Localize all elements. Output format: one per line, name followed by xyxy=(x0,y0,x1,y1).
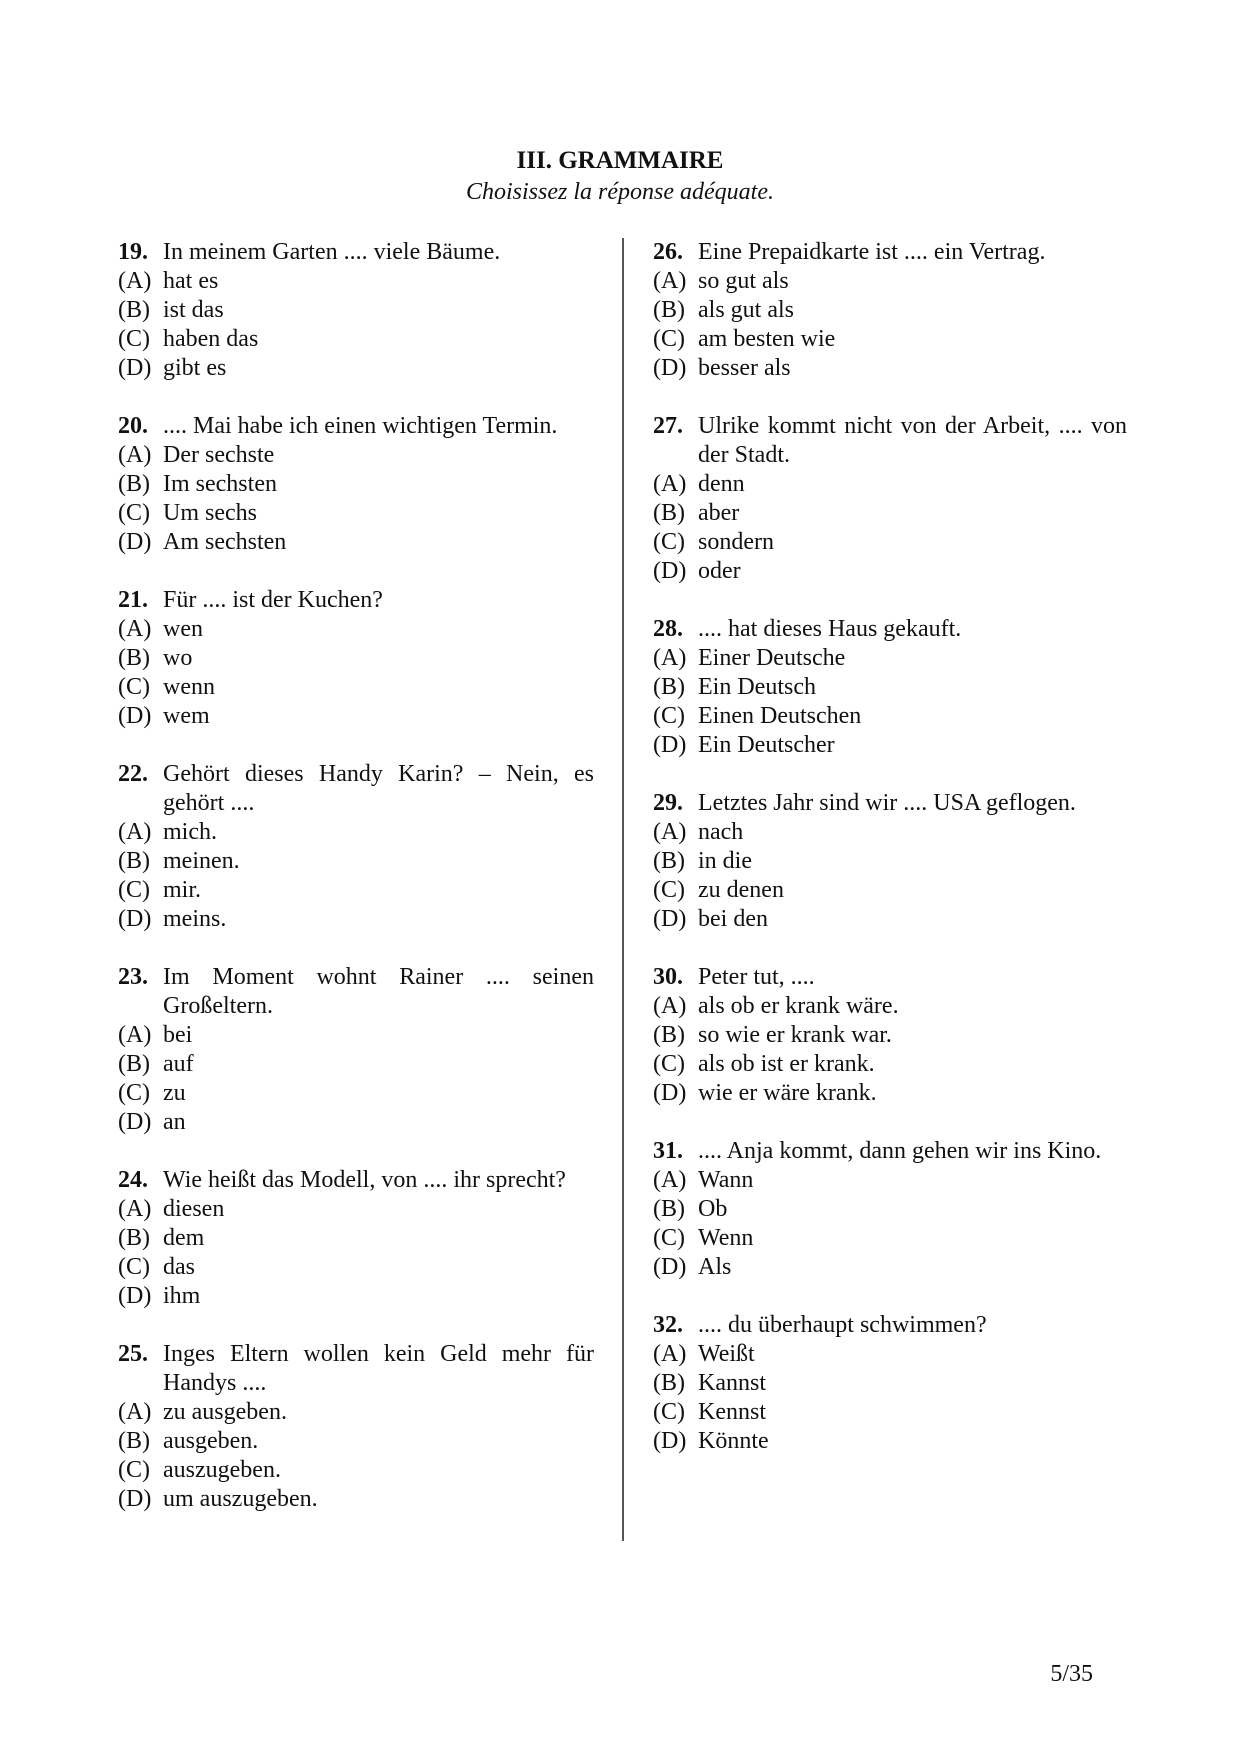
answer-option xyxy=(653,644,1127,673)
option-text: auf xyxy=(163,1051,194,1077)
option-text: um auszugeben. xyxy=(163,1486,318,1512)
option-letter: (A) xyxy=(118,616,152,642)
option-letter: (B) xyxy=(118,471,150,497)
answer-option xyxy=(118,615,594,644)
option-text: als ob er krank wäre. xyxy=(698,993,899,1019)
option-letter: (B) xyxy=(118,645,150,671)
answer-option xyxy=(653,1398,1127,1427)
answer-option xyxy=(118,470,594,499)
answer-option xyxy=(118,1427,594,1456)
question-number: 24. xyxy=(118,1167,148,1193)
option-letter: (C) xyxy=(118,500,150,526)
question-stem xyxy=(653,238,1127,267)
question-26 xyxy=(653,238,1127,383)
option-letter: (A) xyxy=(118,268,152,294)
answer-option xyxy=(118,1398,594,1427)
question-text: Im Moment wohnt Rainer .... seinen Großeltern. xyxy=(163,964,594,1019)
answer-option xyxy=(653,1427,1127,1456)
option-letter: (D) xyxy=(653,558,687,584)
answer-option xyxy=(653,1369,1127,1398)
question-32 xyxy=(653,1311,1127,1456)
answer-option xyxy=(118,1485,594,1514)
option-letter: (B) xyxy=(118,1051,150,1077)
question-29 xyxy=(653,789,1127,934)
option-letter: (C) xyxy=(653,529,685,555)
answer-option xyxy=(118,905,594,934)
question-text: .... hat dieses Haus gekauft. xyxy=(698,616,962,642)
option-letter: (D) xyxy=(118,355,152,381)
option-text: meins. xyxy=(163,906,227,932)
question-24 xyxy=(118,1166,594,1311)
option-letter: (B) xyxy=(653,1196,685,1222)
question-stem xyxy=(653,412,1127,470)
option-text: Wann xyxy=(698,1167,754,1193)
question-23 xyxy=(118,963,594,1137)
option-text: mich. xyxy=(163,819,217,845)
answer-option xyxy=(118,1108,594,1137)
option-text: Wenn xyxy=(698,1225,754,1251)
option-letter: (C) xyxy=(118,326,150,352)
question-text: Peter tut, .... xyxy=(698,964,815,990)
option-letter: (B) xyxy=(653,297,685,323)
option-letter: (B) xyxy=(118,1428,150,1454)
question-31 xyxy=(653,1137,1127,1282)
answer-option xyxy=(118,1224,594,1253)
option-text: ausgeben. xyxy=(163,1428,259,1454)
question-stem xyxy=(118,586,594,615)
option-letter: (C) xyxy=(653,1399,685,1425)
answer-option xyxy=(653,702,1127,731)
answer-option xyxy=(653,267,1127,296)
option-text: so gut als xyxy=(698,268,789,294)
answer-option xyxy=(118,1253,594,1282)
answer-option xyxy=(653,528,1127,557)
option-letter: (C) xyxy=(653,1225,685,1251)
option-letter: (C) xyxy=(653,703,685,729)
question-30 xyxy=(653,963,1127,1108)
question-21 xyxy=(118,586,594,731)
question-stem xyxy=(118,760,594,818)
option-text: Einer Deutsche xyxy=(698,645,846,671)
question-19 xyxy=(118,238,594,383)
answer-option xyxy=(653,499,1127,528)
option-text: an xyxy=(163,1109,186,1135)
question-28 xyxy=(653,615,1127,760)
option-text: als ob ist er krank. xyxy=(698,1051,875,1077)
option-letter: (C) xyxy=(118,1254,150,1280)
answer-option xyxy=(118,499,594,528)
answer-option xyxy=(118,702,594,731)
question-25 xyxy=(118,1340,594,1514)
option-letter: (A) xyxy=(653,1341,687,1367)
option-text: hat es xyxy=(163,268,219,294)
left-column xyxy=(118,238,594,1543)
option-letter: (D) xyxy=(118,1109,152,1135)
section-instruction: Choisissez la réponse adéquate. xyxy=(466,179,774,205)
option-text: Als xyxy=(698,1254,732,1280)
question-number: 31. xyxy=(653,1138,683,1164)
option-text: auszugeben. xyxy=(163,1457,281,1483)
option-text: wo xyxy=(163,645,193,671)
option-text: zu xyxy=(163,1080,186,1106)
answer-option xyxy=(118,1079,594,1108)
option-text: Einen Deutschen xyxy=(698,703,862,729)
option-text: Weißt xyxy=(698,1341,755,1367)
option-text: Ob xyxy=(698,1196,728,1222)
option-text: dem xyxy=(163,1225,205,1251)
question-text: Ulrike kommt nicht von der Arbeit, .... von der Stadt. xyxy=(698,413,1127,468)
option-letter: (A) xyxy=(653,819,687,845)
question-27 xyxy=(653,412,1127,586)
option-letter: (A) xyxy=(118,1196,152,1222)
question-text: Gehört dieses Handy Karin? – Nein, es gehört .... xyxy=(163,761,594,816)
option-text: sondern xyxy=(698,529,774,555)
option-text: Um sechs xyxy=(163,500,257,526)
question-number: 22. xyxy=(118,761,148,787)
answer-option xyxy=(118,818,594,847)
option-letter: (D) xyxy=(118,529,152,555)
answer-option xyxy=(653,1253,1127,1282)
answer-option xyxy=(653,876,1127,905)
option-text: mir. xyxy=(163,877,202,903)
option-text: Ein Deutsch xyxy=(698,674,816,700)
answer-option xyxy=(118,1195,594,1224)
question-number: 26. xyxy=(653,239,683,265)
option-text: Ein Deutscher xyxy=(698,732,835,758)
option-text: oder xyxy=(698,558,741,584)
question-stem xyxy=(118,412,594,441)
question-stem xyxy=(653,789,1127,818)
question-stem xyxy=(653,963,1127,992)
section-title: III. GRAMMAIRE xyxy=(516,147,724,174)
option-text: Kannst xyxy=(698,1370,766,1396)
option-letter: (B) xyxy=(118,297,150,323)
answer-option xyxy=(653,731,1127,760)
option-letter: (A) xyxy=(653,645,687,671)
answer-option xyxy=(118,644,594,673)
option-letter: (A) xyxy=(118,819,152,845)
question-number: 20. xyxy=(118,413,148,439)
question-text: .... Anja kommt, dann gehen wir ins Kino. xyxy=(698,1138,1102,1164)
answer-option xyxy=(653,847,1127,876)
question-stem xyxy=(653,1311,1127,1340)
option-text: haben das xyxy=(163,326,259,352)
page-number: 5/35 xyxy=(1050,1661,1093,1687)
option-letter: (D) xyxy=(653,1080,687,1106)
answer-option xyxy=(653,673,1127,702)
option-letter: (C) xyxy=(653,1051,685,1077)
option-letter: (D) xyxy=(653,355,687,381)
option-letter: (A) xyxy=(653,268,687,294)
answer-option xyxy=(653,1166,1127,1195)
question-stem xyxy=(653,615,1127,644)
option-letter: (D) xyxy=(118,703,152,729)
option-letter: (B) xyxy=(118,848,150,874)
option-letter: (B) xyxy=(653,674,685,700)
option-text: Kennst xyxy=(698,1399,766,1425)
option-text: gibt es xyxy=(163,355,227,381)
option-text: bei xyxy=(163,1022,193,1048)
answer-option xyxy=(118,673,594,702)
question-text: Letztes Jahr sind wir .... USA geflogen. xyxy=(698,790,1076,816)
option-text: ihm xyxy=(163,1283,201,1309)
option-letter: (C) xyxy=(118,877,150,903)
option-letter: (A) xyxy=(653,1167,687,1193)
option-text: wem xyxy=(163,703,210,729)
answer-option xyxy=(653,1050,1127,1079)
option-text: Der sechste xyxy=(163,442,275,468)
answer-option xyxy=(118,325,594,354)
answer-option xyxy=(653,1224,1127,1253)
section-header xyxy=(0,146,1240,208)
option-letter: (D) xyxy=(653,1254,687,1280)
question-stem xyxy=(118,1166,594,1195)
question-number: 21. xyxy=(118,587,148,613)
question-text: Inges Eltern wollen kein Geld mehr für Handys .... xyxy=(163,1341,594,1396)
question-number: 25. xyxy=(118,1341,148,1367)
option-letter: (B) xyxy=(118,1225,150,1251)
answer-option xyxy=(118,1021,594,1050)
option-letter: (C) xyxy=(653,877,685,903)
question-22 xyxy=(118,760,594,934)
option-letter: (D) xyxy=(653,732,687,758)
option-letter: (C) xyxy=(118,1457,150,1483)
option-letter: (D) xyxy=(653,1428,687,1454)
question-stem xyxy=(653,1137,1127,1166)
question-text: In meinem Garten .... viele Bäume. xyxy=(163,239,501,265)
answer-option xyxy=(118,267,594,296)
option-text: Am sechsten xyxy=(163,529,287,555)
answer-option xyxy=(653,1340,1127,1369)
answer-option xyxy=(118,876,594,905)
question-number: 30. xyxy=(653,964,683,990)
question-text: .... Mai habe ich einen wichtigen Termin. xyxy=(163,413,558,439)
option-letter: (D) xyxy=(653,906,687,932)
option-text: wen xyxy=(163,616,203,642)
option-text: in die xyxy=(698,848,752,874)
question-text: Für .... ist der Kuchen? xyxy=(163,587,383,613)
answer-option xyxy=(118,441,594,470)
option-text: zu denen xyxy=(698,877,784,903)
answer-option xyxy=(118,1456,594,1485)
option-text: wie er wäre krank. xyxy=(698,1080,877,1106)
right-column xyxy=(653,238,1127,1485)
option-letter: (B) xyxy=(653,1022,685,1048)
option-letter: (C) xyxy=(118,1080,150,1106)
answer-option xyxy=(653,557,1127,586)
option-text: am besten wie xyxy=(698,326,836,352)
option-letter: (B) xyxy=(653,500,685,526)
option-text: zu ausgeben. xyxy=(163,1399,287,1425)
option-text: Im sechsten xyxy=(163,471,277,497)
question-stem xyxy=(118,1340,594,1398)
question-20 xyxy=(118,412,594,557)
question-number: 19. xyxy=(118,239,148,265)
option-text: das xyxy=(163,1254,195,1280)
option-letter: (A) xyxy=(653,471,687,497)
option-letter: (A) xyxy=(118,1022,152,1048)
option-letter: (D) xyxy=(118,1283,152,1309)
question-text: .... du überhaupt schwimmen? xyxy=(698,1312,987,1338)
answer-option xyxy=(118,847,594,876)
answer-option xyxy=(118,296,594,325)
option-text: denn xyxy=(698,471,745,497)
option-text: meinen. xyxy=(163,848,240,874)
answer-option xyxy=(653,905,1127,934)
option-text: diesen xyxy=(163,1196,225,1222)
question-stem xyxy=(118,963,594,1021)
option-text: besser als xyxy=(698,355,791,381)
option-letter: (A) xyxy=(118,1399,152,1425)
answer-option xyxy=(118,528,594,557)
option-text: bei den xyxy=(698,906,768,932)
option-letter: (D) xyxy=(118,906,152,932)
answer-option xyxy=(653,296,1127,325)
question-number: 32. xyxy=(653,1312,683,1338)
question-text: Wie heißt das Modell, von .... ihr sprecht? xyxy=(163,1167,566,1193)
option-letter: (C) xyxy=(118,674,150,700)
answer-option xyxy=(118,1282,594,1311)
option-text: so wie er krank war. xyxy=(698,1022,892,1048)
question-number: 28. xyxy=(653,616,683,642)
answer-option xyxy=(653,1079,1127,1108)
answer-option xyxy=(653,1021,1127,1050)
question-number: 29. xyxy=(653,790,683,816)
option-letter: (B) xyxy=(653,848,685,874)
option-text: ist das xyxy=(163,297,224,323)
option-text: Könnte xyxy=(698,1428,769,1454)
option-text: aber xyxy=(698,500,740,526)
answer-option xyxy=(653,1195,1127,1224)
answer-option xyxy=(653,818,1127,847)
question-stem xyxy=(118,238,594,267)
option-text: wenn xyxy=(163,674,215,700)
question-number: 27. xyxy=(653,413,683,439)
answer-option xyxy=(653,325,1127,354)
question-text: Eine Prepaidkarte ist .... ein Vertrag. xyxy=(698,239,1046,265)
answer-option xyxy=(653,992,1127,1021)
answer-option xyxy=(653,354,1127,383)
option-letter: (B) xyxy=(653,1370,685,1396)
option-letter: (C) xyxy=(653,326,685,352)
option-text: als gut als xyxy=(698,297,794,323)
answer-option xyxy=(653,470,1127,499)
option-letter: (D) xyxy=(118,1486,152,1512)
option-letter: (A) xyxy=(653,993,687,1019)
answer-option xyxy=(118,354,594,383)
option-letter: (A) xyxy=(118,442,152,468)
column-divider xyxy=(622,238,624,1541)
option-text: nach xyxy=(698,819,744,845)
answer-option xyxy=(118,1050,594,1079)
question-number: 23. xyxy=(118,964,148,990)
